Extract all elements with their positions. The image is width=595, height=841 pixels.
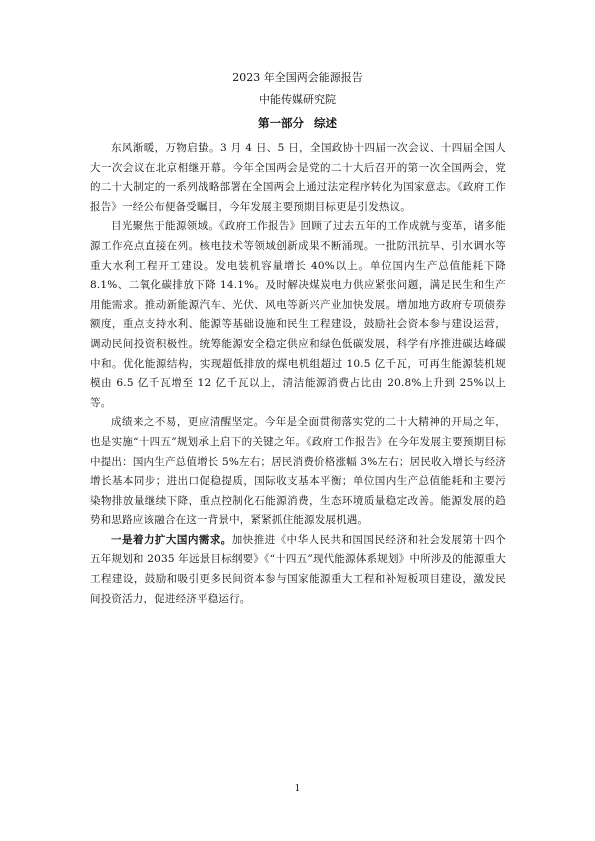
paragraph-text: 目光聚焦于能源领域。《政府工作报告》回顾了过去五年的工作成就与变革，诸多能源工作亮点直接在列。核电技术等领域创新成果不断涌现。一批防汛抗旱、引水调水等重大水利工程开工建设。发电装机容量增长 40%以上。单位国内生产总值能耗下降 8.1%、二氧化碳排放下降 14.1%。及时解决煤炭电力供应紧张问题，满足民生和生产用能需求。推动新能源汽车、光伏、风电等新兴产业加快发展。增加地方政府专项债券额度，重点支持水利、能源等基础设施和民生工程建设，鼓励社会资本参与建设运营，调动民间投资积极性。统筹能源安全稳定供应和绿色低碳发展，科学有序推进碳达峰碳中和。优化能源结构，实现超低排放的煤电机组超过 10.5 亿千瓦，可再生能源装机规模由 6.5 亿千瓦增至 12 亿千瓦以上，清洁能源消费占比由 20.8%上升到 25%以上等。 bbox=[90, 220, 506, 409]
paragraph-lead: 一是着力扩大国内需求。 bbox=[111, 533, 232, 546]
section-title: 第一部分 综述 bbox=[257, 116, 337, 130]
document-title: 2023 年全国两会能源报告 bbox=[232, 71, 363, 84]
paragraph-text: 加快推进《中华人民共和国国民经济和社会发展第十四个五年规划和 2035 年远景目标纲要》《“十四五”现代能源体系规划》中所涉及的能源重大工程建设，鼓励和吸引更多民间资本参与国家能源重大工程和补短板项目建设，激发民间投资活力，促进经济平稳运行。 bbox=[90, 533, 506, 605]
document-author: 中能传媒研究院 bbox=[259, 93, 336, 106]
document-body bbox=[90, 139, 506, 609]
paragraph-intro bbox=[90, 139, 506, 217]
paragraph-targets bbox=[90, 413, 506, 531]
paragraph-energy-review bbox=[90, 217, 506, 413]
page-number: 1 bbox=[294, 784, 301, 794]
paragraph-text: 东风渐暖，万物启蛰。3 月 4 日、5 日，全国政协十四届一次会议、十四届全国人大一次会议在北京相继开幕。今年全国两会是党的二十大后召开的第一次全国两会，党的二十大制定的一系列战略部署在全国两会上通过法定程序转化为国家意志。《政府工作报告》一经公布便备受瞩目，今年发展主要预期目标更是引发热议。 bbox=[90, 142, 506, 213]
paragraph-text: 成绩来之不易，更应清醒坚定。今年是全面贯彻落实党的二十大精神的开局之年，也是实施“十四五”规划承上启下的关键之年。《政府工作报告》在今年发展主要预期目标中提出：国内生产总值增长 5%左右；居民消费价格涨幅 3%左右；居民收入增长与经济增长基本同步；进出口促稳提质，国际收支基本平衡；单位国内生产总值能耗和主要污染物排放量继续下降，重点控制化石能源消费，生态环境质量稳定改善。能源发展的趋势和思路应该融合在这一背景中，紧紧抓住能源发展机遇。 bbox=[90, 416, 506, 527]
paragraph-domestic-demand bbox=[90, 531, 506, 609]
